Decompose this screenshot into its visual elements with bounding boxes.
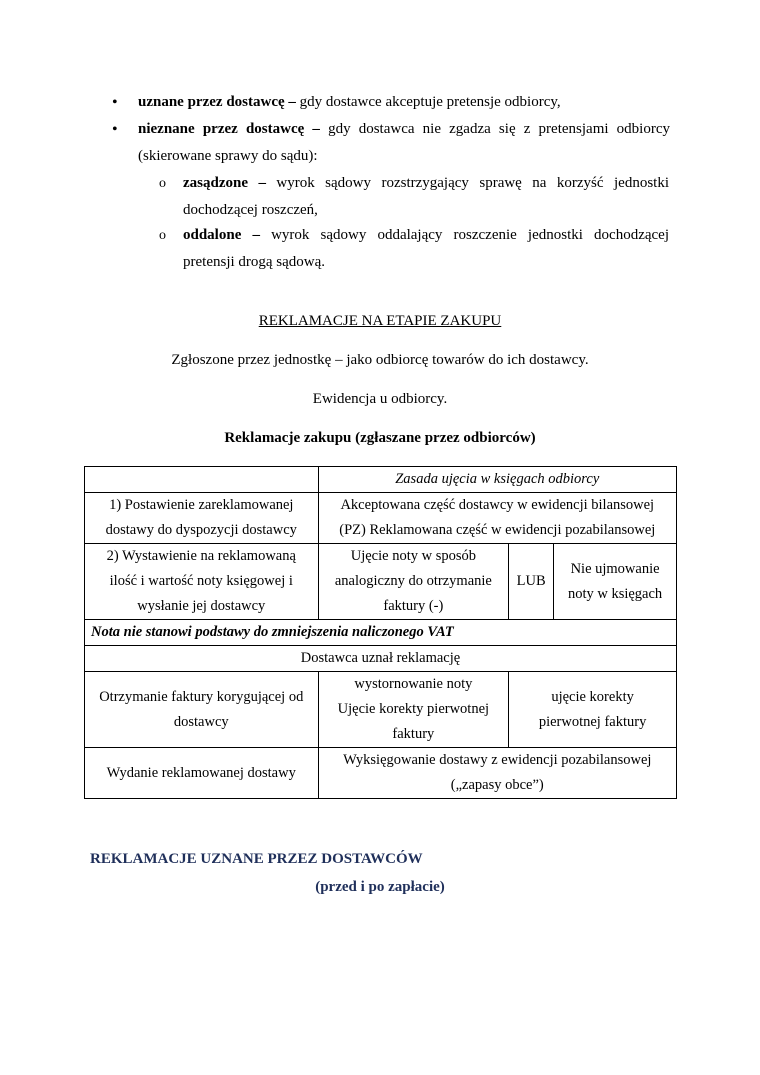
sub-bullet-desc-cont: pretensji drogą sądową.: [183, 254, 326, 270]
cell-line: 1) Postawienie zareklamowanej: [109, 497, 294, 513]
cell-line: ujęcie korekty: [551, 688, 634, 705]
cell-line: noty w księgach: [567, 585, 663, 602]
cell-line: Akceptowana część dostawcy w ewidencji bilansowej: [340, 497, 655, 513]
table-row-note: [85, 620, 677, 646]
table-cell: [85, 493, 319, 544]
cell-line: Nie ujmowanie: [570, 560, 660, 577]
table-row: [85, 493, 677, 544]
table-cell: Wydanie reklamowanej dostawy: [85, 748, 319, 799]
table-cell: [318, 748, 676, 799]
sub-bullet-dismissed: [183, 222, 669, 276]
cell-line: 2) Wystawienie na reklamowaną: [106, 548, 296, 564]
cell-line: ilość i wartość noty księgowej i: [109, 573, 293, 589]
table-cell: [85, 672, 319, 748]
sub-bullet-desc: wyrok sądowy rozstrzygający sprawę na korzyść jednostki: [265, 175, 670, 191]
cell-line: (PZ) Reklamowana część w ewidencji pozabilansowej: [339, 522, 656, 538]
table-row-header: [85, 467, 677, 493]
table-row: [85, 646, 677, 672]
table-cell: [318, 544, 509, 620]
bullet-item-rejected: [138, 116, 670, 170]
table-row: [85, 748, 677, 799]
table-cell: [318, 493, 676, 544]
section-title: REKLAMACJE NA ETAPIE ZAKUPU: [258, 313, 502, 329]
table-title: Reklamacje zakupu (zgłaszane przez odbiorców): [224, 430, 536, 446]
bullet-desc: gdy dostawca nie zgadza się z pretensjami odbiorcy: [319, 121, 670, 137]
evidence-line: Ewidencja u odbiorcy.: [312, 391, 448, 407]
accepted-complaint-cell: Dostawca uznał reklamację: [85, 646, 677, 672]
bullet-desc-cont: (skierowane sprawy do sądu):: [138, 148, 318, 164]
cell-line: dostawcy: [173, 713, 229, 730]
cell-line: analogiczny do otrzymanie: [334, 573, 492, 589]
cell-line: dostawy do dyspozycji dostawcy: [105, 522, 297, 538]
table-cell: [554, 544, 677, 620]
sub-bullet-adjudged: [183, 170, 669, 224]
table-cell: [318, 672, 509, 748]
cell-line: Wyksięgowanie dostawy z ewidencji pozabilansowej: [343, 752, 652, 768]
cell-line: wystornowanie noty: [354, 676, 473, 692]
bullet-term: nieznane przez dostawcę –: [138, 121, 320, 137]
bullet-desc: gdy dostawce akceptuje pretensje odbiorcy,: [295, 94, 561, 110]
cell-line: faktury: [392, 726, 435, 742]
table-header-cell: Zasada ujęcia w księgach odbiorcy: [318, 467, 676, 493]
bullet-item-accepted: [138, 89, 670, 116]
blue-subheading: (przed i po zapłacie): [315, 879, 445, 895]
cell-line: pierwotnej faktury: [538, 713, 647, 730]
cell-line: Ujęcie korekty pierwotnej: [337, 701, 490, 717]
blue-heading: REKLAMACJE UZNANE PRZEZ DOSTAWCÓW: [90, 851, 423, 867]
cell-line: faktury (-): [383, 598, 444, 614]
table-row: [85, 672, 677, 748]
sub-bullet-desc: wyrok sądowy oddalający roszczenie jednostki dochodzącej: [259, 227, 669, 243]
table-cell-empty: [85, 467, 319, 493]
table-row: [85, 544, 677, 620]
sub-bullet-term: zasądzone –: [183, 175, 266, 191]
intro-line: Zgłoszone przez jednostkę – jako odbiorcę towarów do ich dostawcy.: [171, 352, 589, 368]
cell-line: wysłanie jej dostawcy: [137, 598, 266, 614]
table-cell: [85, 544, 319, 620]
cell-line: Ujęcie noty w sposób: [350, 548, 476, 564]
bullet-term: uznane przez dostawcę –: [138, 94, 296, 110]
sub-bullet-term: oddalone –: [183, 227, 260, 243]
cell-line: Otrzymanie faktury korygującej od: [99, 688, 304, 705]
vat-note: Nota nie stanowi podstawy do zmniejszenia naliczonego VAT: [85, 620, 677, 646]
purchase-complaints-table: [84, 466, 677, 799]
table-cell: [509, 672, 677, 748]
sub-bullet-desc-cont: dochodzącej roszczeń,: [183, 202, 318, 218]
table-cell-or: LUB: [509, 544, 554, 620]
cell-line: („zapasy obce”): [450, 777, 544, 793]
